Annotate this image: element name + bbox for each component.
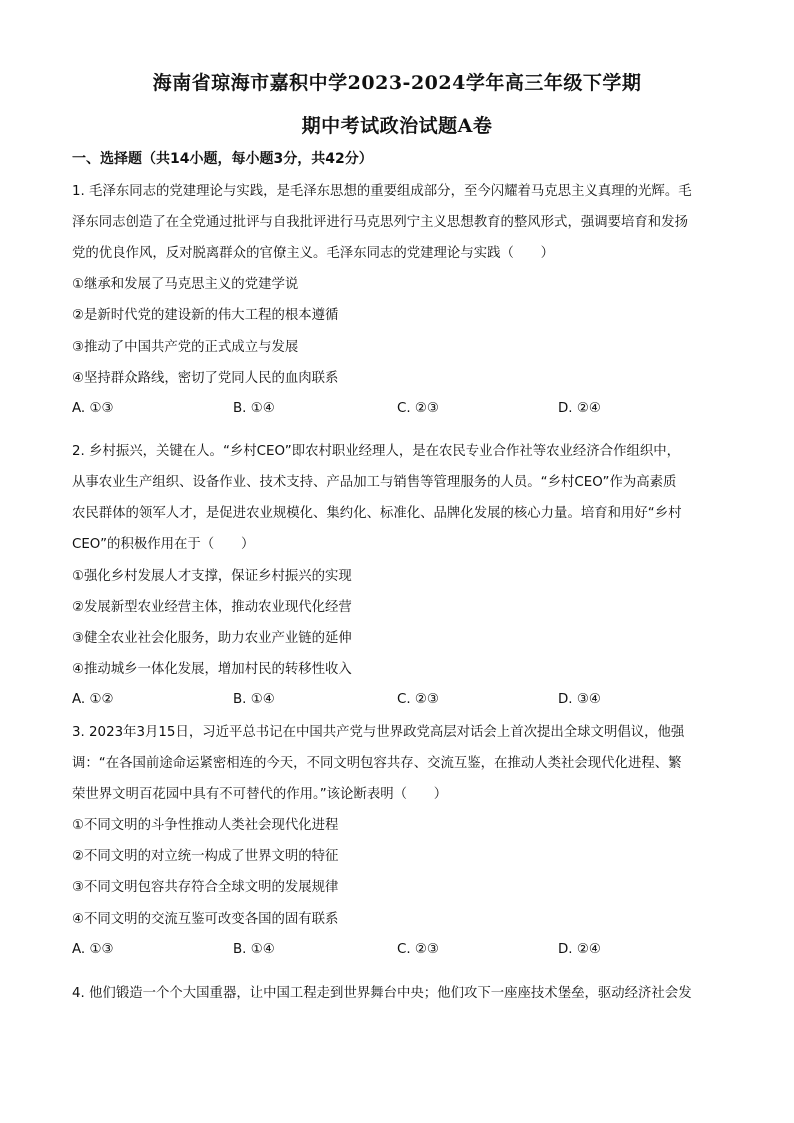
q1-statement: ③推动了中国共产党的正式成立与发展 bbox=[72, 340, 299, 355]
section-heading: 一、选择题（共14小题，每小题3分，共42分） bbox=[72, 151, 373, 167]
q1-stem-line: 党的优良作风，反对脱离群众的官僚主义。毛泽东同志的党建理论与实践（ ） bbox=[72, 246, 555, 261]
q2-option-b: B. ①④ bbox=[233, 692, 275, 707]
q1-statement: ②是新时代党的建设新的伟大工程的根本遵循 bbox=[72, 308, 339, 323]
q3-option-b: B. ①④ bbox=[233, 942, 275, 957]
q2-statement: ④推动城乡一体化发展，增加村民的转移性收入 bbox=[72, 662, 352, 677]
q2-option-d: D. ③④ bbox=[558, 692, 601, 707]
q1-statement: ①继承和发展了马克思主义的党建学说 bbox=[72, 277, 299, 292]
q3-stem-line: 3. 2023年3月15日，习近平总书记在中国共产党与世界政党高层对话会上首次提出全球文明倡议，他强 bbox=[72, 725, 685, 740]
q2-statement: ③健全农业社会化服务，助力农业产业链的延伸 bbox=[72, 631, 352, 646]
q2-option-a: A. ①② bbox=[72, 692, 114, 707]
q2-stem-line: 2. 乡村振兴，关键在人。“乡村CEO”即农村职业经理人，是在农民专业合作社等农业经济合作组织中， bbox=[72, 444, 681, 459]
q3-statement: ④不同文明的交流互鉴可改变各国的固有联系 bbox=[72, 912, 339, 927]
q1-option-b: B. ①④ bbox=[233, 401, 275, 416]
q1-statement: ④坚持群众路线，密切了党同人民的血肉联系 bbox=[72, 371, 339, 386]
q3-statement: ③不同文明包容共存符合全球文明的发展规律 bbox=[72, 880, 339, 895]
q3-statement: ②不同文明的对立统一构成了世界文明的特征 bbox=[72, 849, 339, 864]
q3-statement: ①不同文明的斗争性推动人类社会现代化进程 bbox=[72, 818, 339, 833]
q2-statement: ①强化乡村发展人才支撑，保证乡村振兴的实现 bbox=[72, 569, 352, 584]
exam-title-line2: 期中考试政治试题A卷 bbox=[301, 115, 493, 137]
q4-stem-line: 4. 他们锻造一个个大国重器，让中国工程走到世界舞台中央；他们攻下一座座技术堡垒，驱动经济社会发 bbox=[72, 986, 692, 1001]
q3-stem-line: 调：“在各国前途命运紧密相连的今天，不同文明包容共存、交流互鉴，在推动人类社会现代化进程、繁 bbox=[72, 756, 682, 771]
q1-stem-line: 1. 毛泽东同志的党建理论与实践，是毛泽东思想的重要组成部分，至今闪耀着马克思主义真理的光辉。毛 bbox=[72, 184, 692, 199]
q3-option-d: D. ②④ bbox=[558, 942, 601, 957]
q3-stem-line: 荣世界文明百花园中具有不可替代的作用。”该论断表明（ ） bbox=[72, 787, 448, 802]
q1-option-c: C. ②③ bbox=[397, 401, 439, 416]
exam-title-line1: 海南省琼海市嘉积中学2023-2024学年高三年级下学期 bbox=[152, 72, 642, 94]
q1-option-a: A. ①③ bbox=[72, 401, 114, 416]
q2-stem-line: CEO”的积极作用在于（ ） bbox=[72, 537, 255, 552]
q2-statement: ②发展新型农业经营主体，推动农业现代化经营 bbox=[72, 600, 352, 615]
q2-option-c: C. ②③ bbox=[397, 692, 439, 707]
q2-stem-line: 农民群体的领军人才，是促进农业规模化、集约化、标准化、品牌化发展的核心力量。培育和用好“乡村 bbox=[72, 506, 682, 521]
q3-option-c: C. ②③ bbox=[397, 942, 439, 957]
q3-option-a: A. ①③ bbox=[72, 942, 114, 957]
q2-stem-line: 从事农业生产组织、设备作业、技术支持、产品加工与销售等管理服务的人员。“乡村CEO”作为高素质 bbox=[72, 475, 677, 490]
q1-stem-line: 泽东同志创造了在全党通过批评与自我批评进行马克思列宁主义思想教育的整风形式，强调要培育和发扬 bbox=[72, 215, 688, 230]
q1-option-d: D. ②④ bbox=[558, 401, 601, 416]
